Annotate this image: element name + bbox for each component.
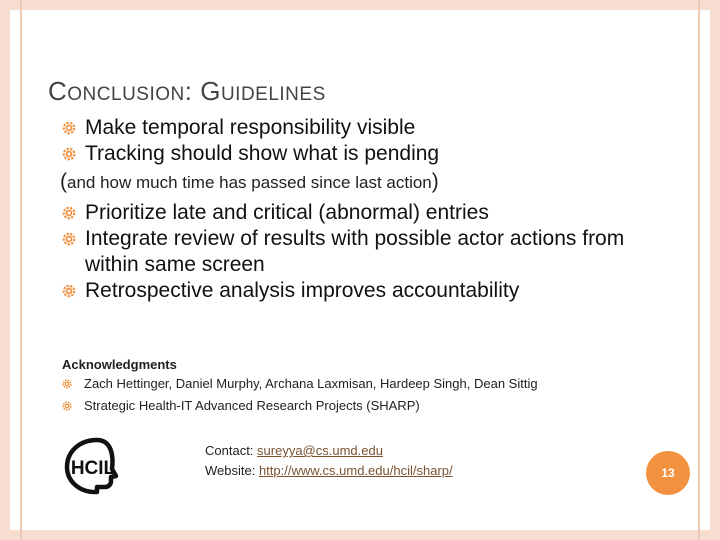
guideline-note [60,167,682,200]
title-rest-1: ONCLUSION [67,84,185,105]
contact-line [205,441,453,461]
guideline-item [62,141,682,167]
note-open-paren: ( [60,170,67,193]
gear-bullet-icon [62,147,76,161]
guideline-text: Retrospective analysis improves accountability [85,279,520,302]
guideline-item [62,226,682,278]
guideline-list [62,115,682,304]
gear-bullet-icon [62,401,72,411]
acknowledgment-text: Strategic Health-IT Advanced Research Projects (SHARP) [84,398,420,413]
guideline-item [62,278,682,304]
title-colon: : [184,76,201,106]
logo-text: HCIL [70,458,116,479]
contact-block [205,441,453,481]
website-label: Website: [205,463,259,478]
guideline-item [62,200,682,226]
note-text: and how much time has passed since last action [67,173,432,192]
contact-email-link[interactable]: sureyya@cs.umd.edu [257,443,383,458]
acknowledgments-title: Acknowledgments [62,357,177,372]
guideline-item [62,115,682,141]
guideline-text: Integrate review of results with possible actor actions from within same screen [85,227,625,276]
hcil-logo [61,436,133,496]
contact-label: Contact: [205,443,258,458]
acknowledgment-item [62,373,682,395]
page-number-badge: 13 [646,451,690,495]
note-close-paren: ) [431,170,439,193]
gear-bullet-icon [62,206,76,220]
acknowledgment-text: Zach Hettinger, Daniel Murphy, Archana Laxmisan, Hardeep Singh, Dean Sittig [84,376,538,391]
guideline-text: Make temporal responsibility visible [85,116,416,139]
title-initial-1: C [48,76,68,106]
slide-title [48,76,326,107]
guideline-text: Prioritize late and critical (abnormal) entries [85,201,489,224]
acknowledgments [62,357,682,417]
website-line [205,461,453,481]
guideline-text: Tracking should show what is pending [85,142,440,165]
gear-bullet-icon [62,379,72,389]
gear-bullet-icon [62,284,76,298]
title-rest-2: UIDELINES [220,84,326,105]
title-initial-2: G [200,76,221,106]
website-link[interactable]: http://www.cs.umd.edu/hcil/sharp/ [258,463,453,478]
acknowledgment-item [62,395,682,417]
gear-bullet-icon [62,232,76,246]
gear-bullet-icon [62,121,76,135]
